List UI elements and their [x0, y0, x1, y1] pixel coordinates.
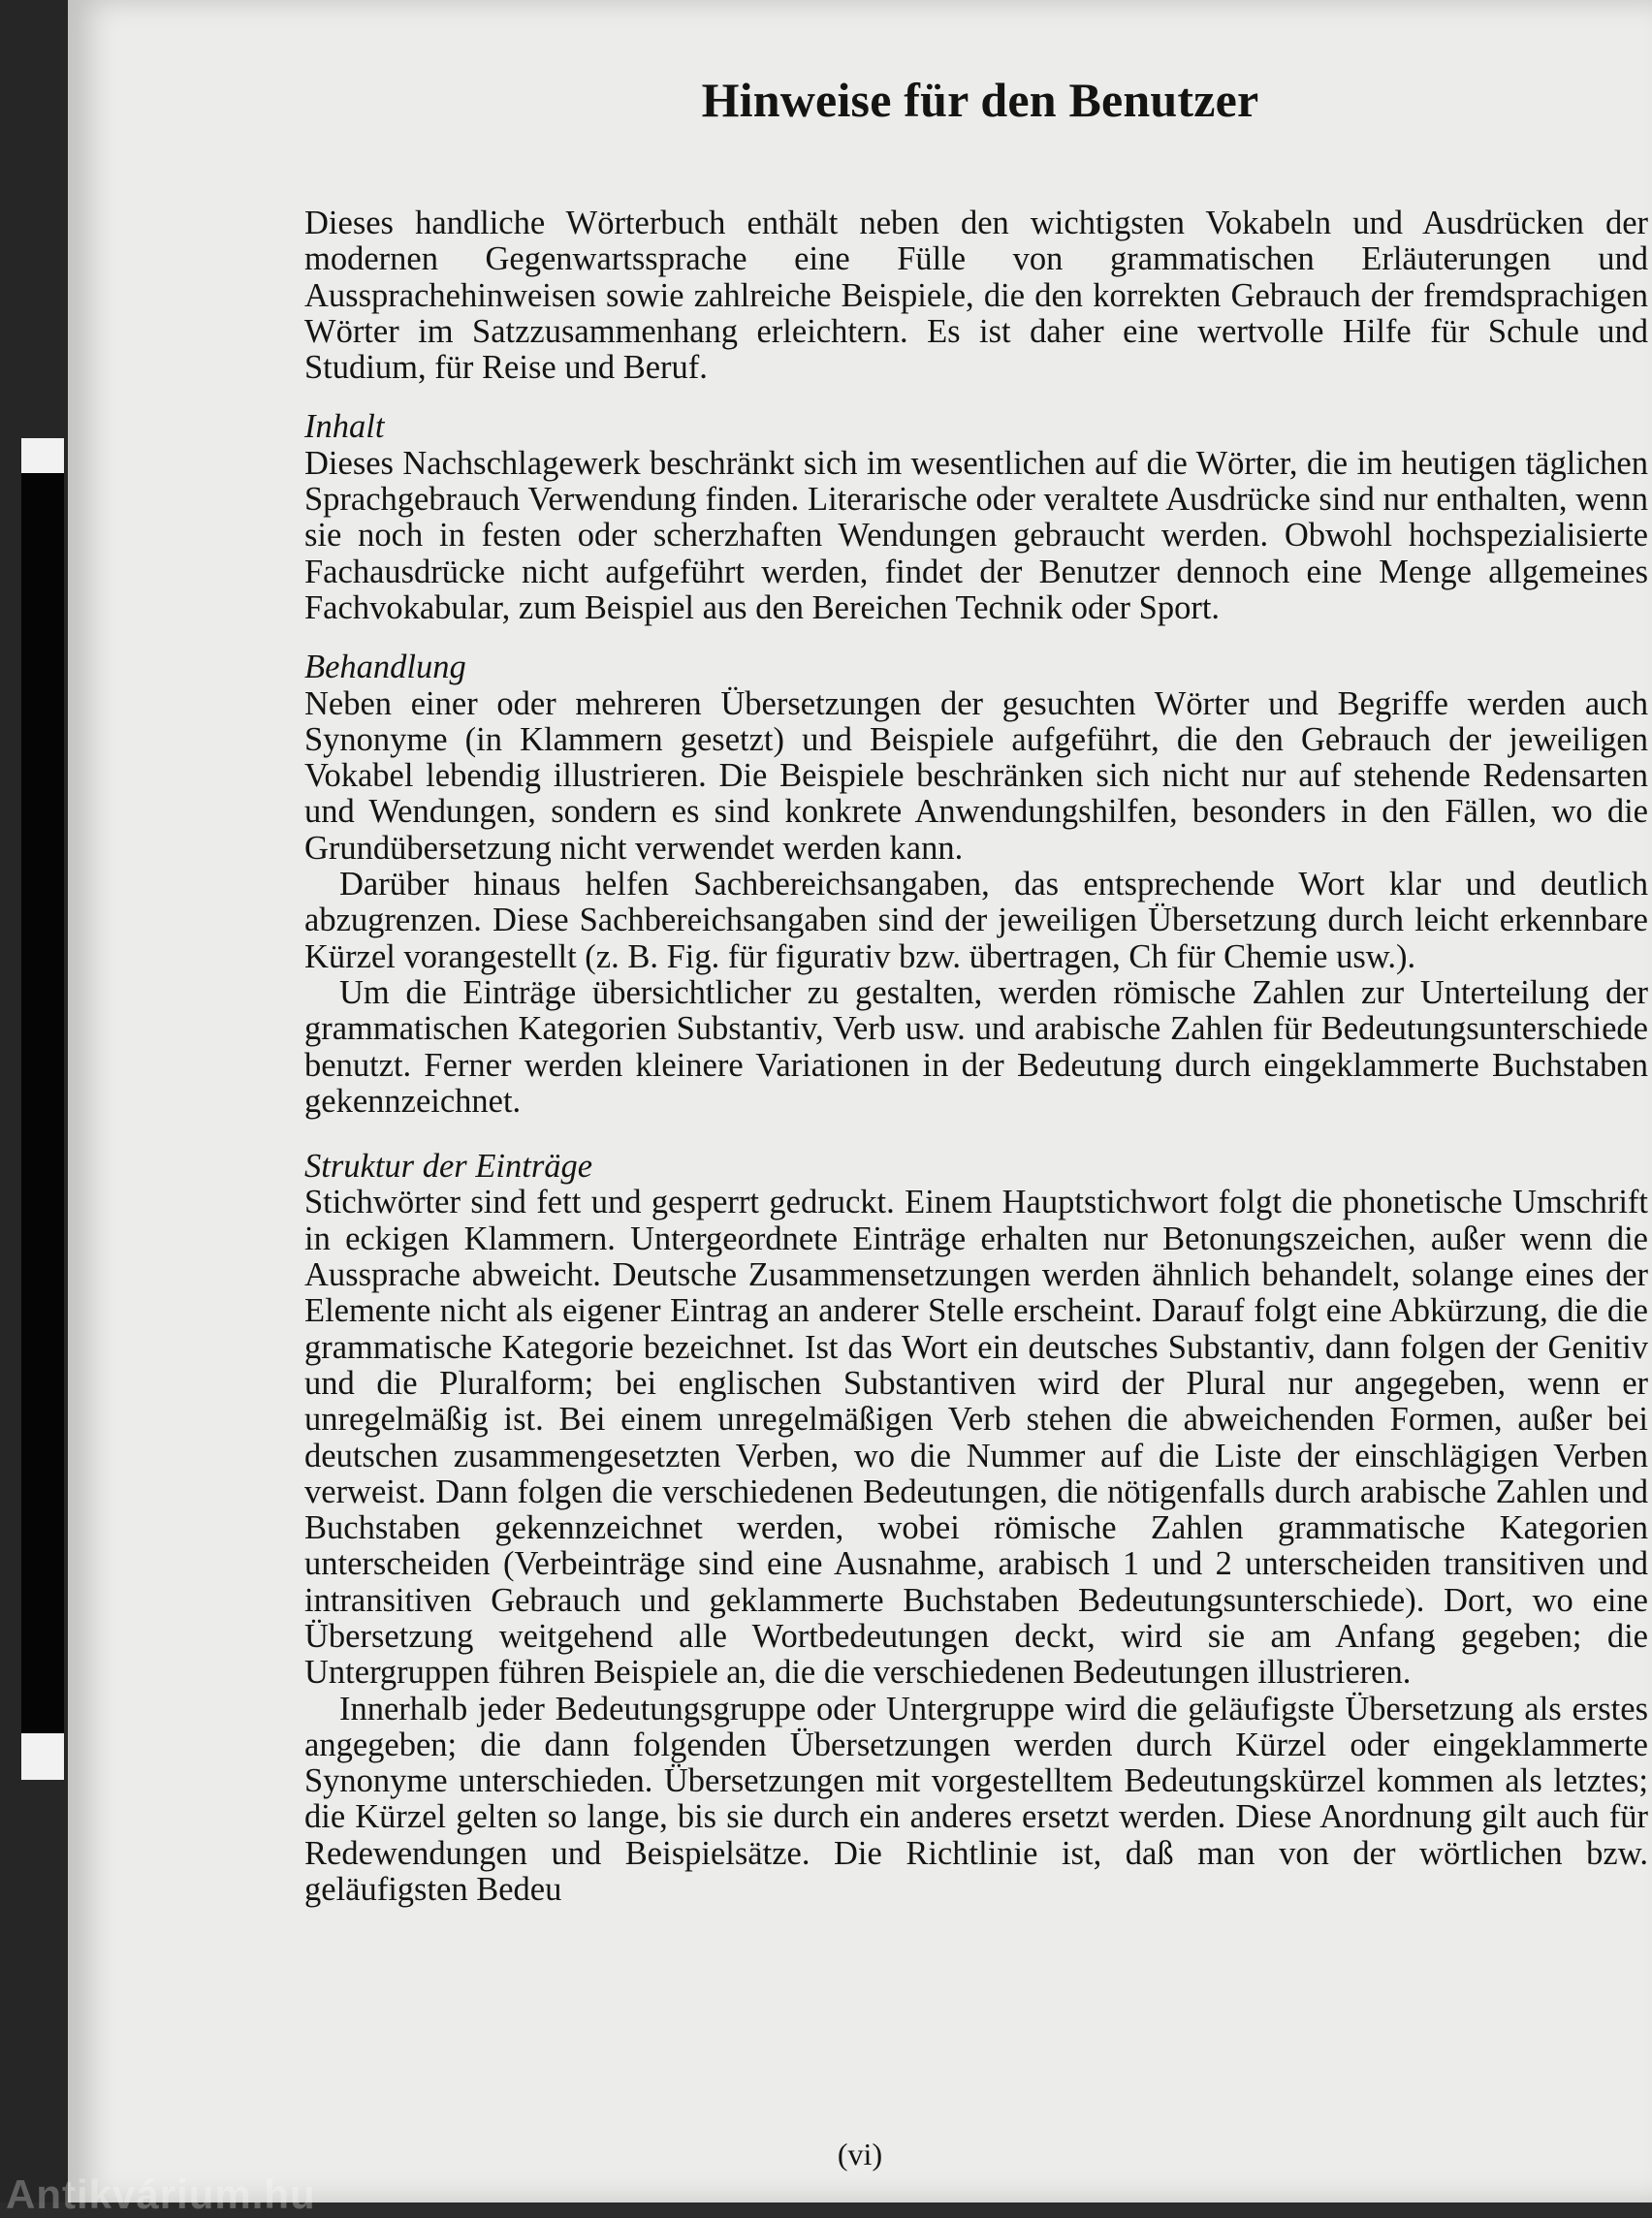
watermark: Antikvárium.hu — [6, 2171, 316, 2217]
scan-edge-mark-light — [21, 1733, 64, 1780]
inhalt-paragraph: Dieses Nachschlagewerk beschränkt sich im wesentlichen auf die Wörter, die im heutigen täglichen Sprachgebrauch Verwendung finden. Literarische oder veraltete Ausdrücke sind nur enthalten, wenn sie noch in festen oder scherzhaften Wendungen gebraucht werden. Obwohl hochspezialisierte Fachausdrücke nicht aufgeführt werden, findet der Benutzer dennoch eine Menge allgemeines Fachvokabular, zum Beispiel aus den Bereichen Technik oder Sport. — [304, 444, 1648, 626]
page-number: (vi) — [837, 2137, 883, 2171]
struktur-paragraph-2: Innerhalb jeder Bedeutungsgruppe oder Untergruppe wird die geläufigste Übersetzung als erstes angegeben; die dann folgenden Übersetzungen werden durch Kürzel oder eingeklammerte Synonyme unterschieden. Übersetzungen mit vorgestelltem Bedeutungskürzel kommen als letztes; die Kürzel gelten so lange, bis sie durch ein anderes ersetzt werden. Diese Anordnung gilt auch für Redewendungen und Beispielsätze. Die Richtlinie ist, daß man von der wörtlichen bzw. geläufigsten Bedeu — [304, 1690, 1648, 1909]
scan-edge-mark-dark — [21, 473, 64, 1733]
section-heading-struktur: Struktur der Einträge — [304, 1148, 593, 1186]
page-title: Hinweise für den Benutzer — [701, 73, 1259, 127]
behandlung-paragraph-1: Neben einer oder mehreren Übersetzungen der gesuchten Wörter und Begriffe werden auch Synonyme (in Klammern gesetzt) und Beispiele aufgeführt, die den Gebrauch der jeweiligen Vokabel lebendig illustrieren. Die Beispiele beschränken sich nicht nur auf stehende Redensarten und Wendungen, sondern es sind konkrete Anwendungshilfen, besonders in den Fällen, wo die Grundübersetzung nicht verwendet werden kann. — [304, 684, 1648, 867]
book-page — [68, 0, 1652, 2202]
behandlung-paragraph-2: Darüber hinaus helfen Sachbereichsangaben, das entsprechende Wort klar und deutlich abzugrenzen. Diese Sachbereichsangaben sind der jeweiligen Übersetzung durch leicht erkennbare Kürzel vorangestellt (z. B. Fig. für figurativ bzw. übertragen, Ch für Chemie usw.). — [304, 866, 1648, 975]
scan-edge-mark-light — [21, 438, 64, 473]
page-content — [304, 72, 1648, 1908]
section-heading-inhalt: Inhalt — [304, 408, 385, 446]
intro-paragraph: Dieses handliche Wörterbuch enthält neben den wichtigsten Vokabeln und Ausdrücken der modernen Gegenwartssprache eine Fülle von grammatischen Erläuterungen und Aussprachehinweisen sowie zahlreiche Beispiele, die den korrekten Gebrauch der fremdsprachigen Wörter im Satzzusammenhang erleichtern. Es ist daher eine wertvolle Hilfe für Schule und Studium, für Reise und Beruf. — [304, 205, 1648, 387]
section-heading-behandlung: Behandlung — [304, 649, 466, 686]
struktur-paragraph-1: Stichwörter sind fett und gesperrt gedruckt. Einem Hauptstichwort folgt die phonetische Umschrift in eckigen Klammern. Untergeordnete Einträge erhalten nur Betonungszeichen, außer wenn die Aussprache abweicht. Deutsche Zusammensetzungen werden ähnlich behandelt, solange eines der Elemente nicht als eigener Eintrag an anderer Stelle erscheint. Darauf folgt eine Abkürzung, die die grammatische Kategorie bezeichnet. Ist das Wort ein deutsches Substantiv, dann folgen der Genitiv und die Pluralform; bei englischen Substantiven wird der Plural nur angegeben, wenn er unregelmäßig ist. Bei einem unregelmäßigen Verb stehen die abweichenden Formen, außer bei deutschen zusammengesetzten Verben, wo die Nummer auf die Liste der einschlägigen Verben verweist. Dann folgen die verschiedenen Bedeutungen, die nötigenfalls durch arabische Zahlen und Buchstaben gekennzeichnet werden, wobei römische Zahlen grammatische Kategorien unterscheiden (Verbeinträge sind eine Ausnahme, arabisch 1 und 2 unterscheiden transitiven und intransitiven Gebrauch und geklammerte Buchstaben Bedeutungsunterschiede). Dort, wo eine Übersetzung weitgehend alle Wortbedeutungen deckt, wird sie am Anfang gegeben; die Untergruppen führen Beispiele an, die die verschiedenen Bedeutungen illustrieren. — [304, 1184, 1648, 1692]
behandlung-paragraph-3: Um die Einträge übersichtlicher zu gestalten, werden römische Zahlen zur Unterteilung der grammatischen Kategorien Substantiv, Verb usw. und arabische Zahlen für Bedeutungsunterschiede benutzt. Ferner werden kleinere Variationen in der Bedeutung durch eingeklammerte Buchstaben gekennzeichnet. — [304, 973, 1648, 1120]
